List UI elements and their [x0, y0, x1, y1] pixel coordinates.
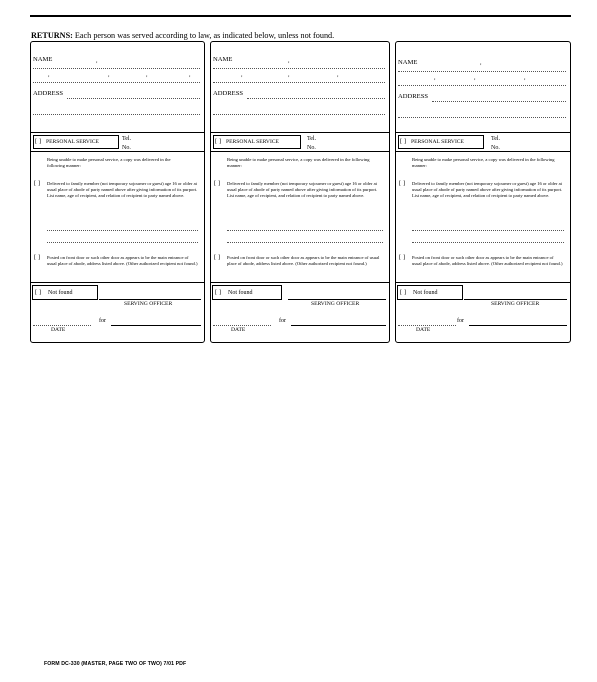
not-found-label: Not found	[48, 290, 73, 296]
name-label: NAME	[398, 59, 418, 66]
not-found-label: Not found	[228, 290, 253, 296]
no-label: No.	[307, 145, 316, 151]
date-line	[33, 325, 91, 326]
tel-label: Tel.	[307, 136, 317, 142]
for-label: for	[279, 318, 286, 324]
family-text: Delivered to family member (not temporary sojourner or guest) age 16 or older at usual place of abode of party named above after giving information of its purport. List name, age of recipient, and relation of recipient to party named above.	[227, 181, 378, 198]
not-found-label: Not found	[413, 290, 438, 296]
address-line	[67, 98, 200, 99]
name-line	[33, 68, 200, 69]
tel-label: Tel.	[122, 136, 132, 142]
date-label: DATE	[231, 327, 246, 333]
name-line	[398, 71, 566, 72]
name-line	[213, 68, 385, 69]
address-label: ADDRESS	[398, 93, 429, 100]
top-rule	[30, 15, 571, 17]
date-line	[213, 325, 271, 326]
for-label: for	[99, 318, 106, 324]
serving-officer-label: SERVING OFFICER	[491, 301, 540, 307]
serving-officer-label: SERVING OFFICER	[311, 301, 360, 307]
posted-checkbox[interactable]: [ ]	[214, 254, 221, 261]
posted-text: Posted on front door or such other door as appears to be the main entrance of usual place of abode, address listed above. (Other authorized recipient not found.)	[412, 255, 563, 266]
posted-checkbox[interactable]: [ ]	[34, 254, 41, 261]
return-column-1: NAME , , , , , ADDRESS [ ] PERSONAL SERVICE Tel. No. Being unable to make personal service, a copy was delivered in the following manner: [ ] Delivered to family member (not temporary sojourner or guest) age 16 or older at usual place of abode of party named above after giving information of its purport. List name, age of recipient, and relation of recipient to party named above. [ ] Posted on front door or such other door as appears to be the main entrance of usual place of abode, address listed above. (Other authorized recipient not found.) [ ] Not found SERVING OFFICER for DATE	[30, 41, 205, 343]
unable-text: Being unable to make personal service, a copy was delivered in the following manner:	[47, 157, 171, 168]
return-column-2: NAME , , , , ADDRESS [ ] PERSONAL SERVICE Tel. No. Being unable to make personal service, a copy was delivered in the following manner: [ ] Delivered to family member (not temporary sojourner or guest) age 16 or older at usual place of abode of party named above after giving information of its purport. List name, age of recipient, and relation of recipient to party named above. [ ] Posted on front door or such other door as appears to be the main entrance of usual place of abode, address listed above. (Other authorized recipient not found.) [ ] Not found SERVING OFFICER for DATE	[210, 41, 390, 343]
date-label: DATE	[416, 327, 431, 333]
tel-label: Tel.	[491, 136, 501, 142]
unable-text: Being unable to make personal service, a copy was delivered in the following manner:	[412, 157, 555, 168]
address-label: ADDRESS	[213, 90, 244, 97]
posted-checkbox[interactable]: [ ]	[399, 254, 406, 261]
name-label: NAME	[213, 56, 233, 63]
returns-text: Each person was served according to law, as indicated below, unless not found.	[74, 31, 335, 40]
family-checkbox[interactable]: [ ]	[214, 180, 221, 187]
address-line	[432, 101, 566, 102]
family-text: Delivered to family member (not temporary sojourner or guest) age 16 or older at usual place of abode of party named above after giving information of its purport. List name, age of recipient, and relation of recipient to party named above.	[47, 181, 198, 198]
not-found-checkbox[interactable]: [ ]	[215, 289, 222, 296]
unable-text: Being unable to make personal service, a copy was delivered in the following manner:	[227, 157, 370, 168]
return-column-3: NAME , , , , ADDRESS [ ] PERSONAL SERVICE Tel. No. Being unable to make personal service, a copy was delivered in the following manner: [ ] Delivered to family member (not temporary sojourner or guest) age 16 or older at usual place of abode of party named above after giving information of its purport. List name, age of recipient, and relation of recipient to party named above. [ ] Posted on front door or such other door as appears to be the main entrance of usual place of abode, address listed above. (Other authorized recipient not found.) [ ] Not found SERVING OFFICER for DATE	[395, 41, 571, 343]
personal-service-label: PERSONAL SERVICE	[46, 139, 99, 145]
personal-service-label: PERSONAL SERVICE	[411, 139, 464, 145]
not-found-checkbox[interactable]: [ ]	[400, 289, 407, 296]
family-checkbox[interactable]: [ ]	[399, 180, 406, 187]
date-line	[398, 325, 456, 326]
personal-service-checkbox[interactable]: [ ]	[400, 138, 407, 145]
no-label: No.	[122, 145, 131, 151]
not-found-checkbox[interactable]: [ ]	[35, 289, 42, 296]
personal-service-checkbox[interactable]: [ ]	[35, 138, 42, 145]
returns-label: RETURNS:	[31, 31, 73, 40]
address-label: ADDRESS	[33, 90, 64, 97]
name-label: NAME	[33, 56, 53, 63]
no-label: No.	[491, 145, 500, 151]
personal-service-checkbox[interactable]: [ ]	[215, 138, 222, 145]
family-checkbox[interactable]: [ ]	[34, 180, 41, 187]
posted-text: Posted on front door or such other door as appears to be the main entrance of usual place of abode, address listed above. (Other authorized recipient not found.)	[227, 255, 380, 266]
serving-officer-label: SERVING OFFICER	[124, 301, 173, 307]
personal-service-label: PERSONAL SERVICE	[226, 139, 279, 145]
posted-text: Posted on front door or such other door as appears to be the main entrance of usual place of abode, address listed above. (Other authorized recipient not found.)	[47, 255, 198, 266]
form-footer: FORM DC-330 (MASTER, PAGE TWO OF TWO) 7/01 PDF	[44, 661, 187, 667]
date-label: DATE	[51, 327, 66, 333]
address-line	[247, 98, 385, 99]
returns-heading	[31, 31, 334, 40]
family-text: Delivered to family member (not temporary sojourner or guest) age 16 or older at usual place of abode of party named above after giving information of its purport. List name, age of recipient, and relation of recipient to party named above.	[412, 181, 563, 198]
for-label: for	[457, 318, 464, 324]
